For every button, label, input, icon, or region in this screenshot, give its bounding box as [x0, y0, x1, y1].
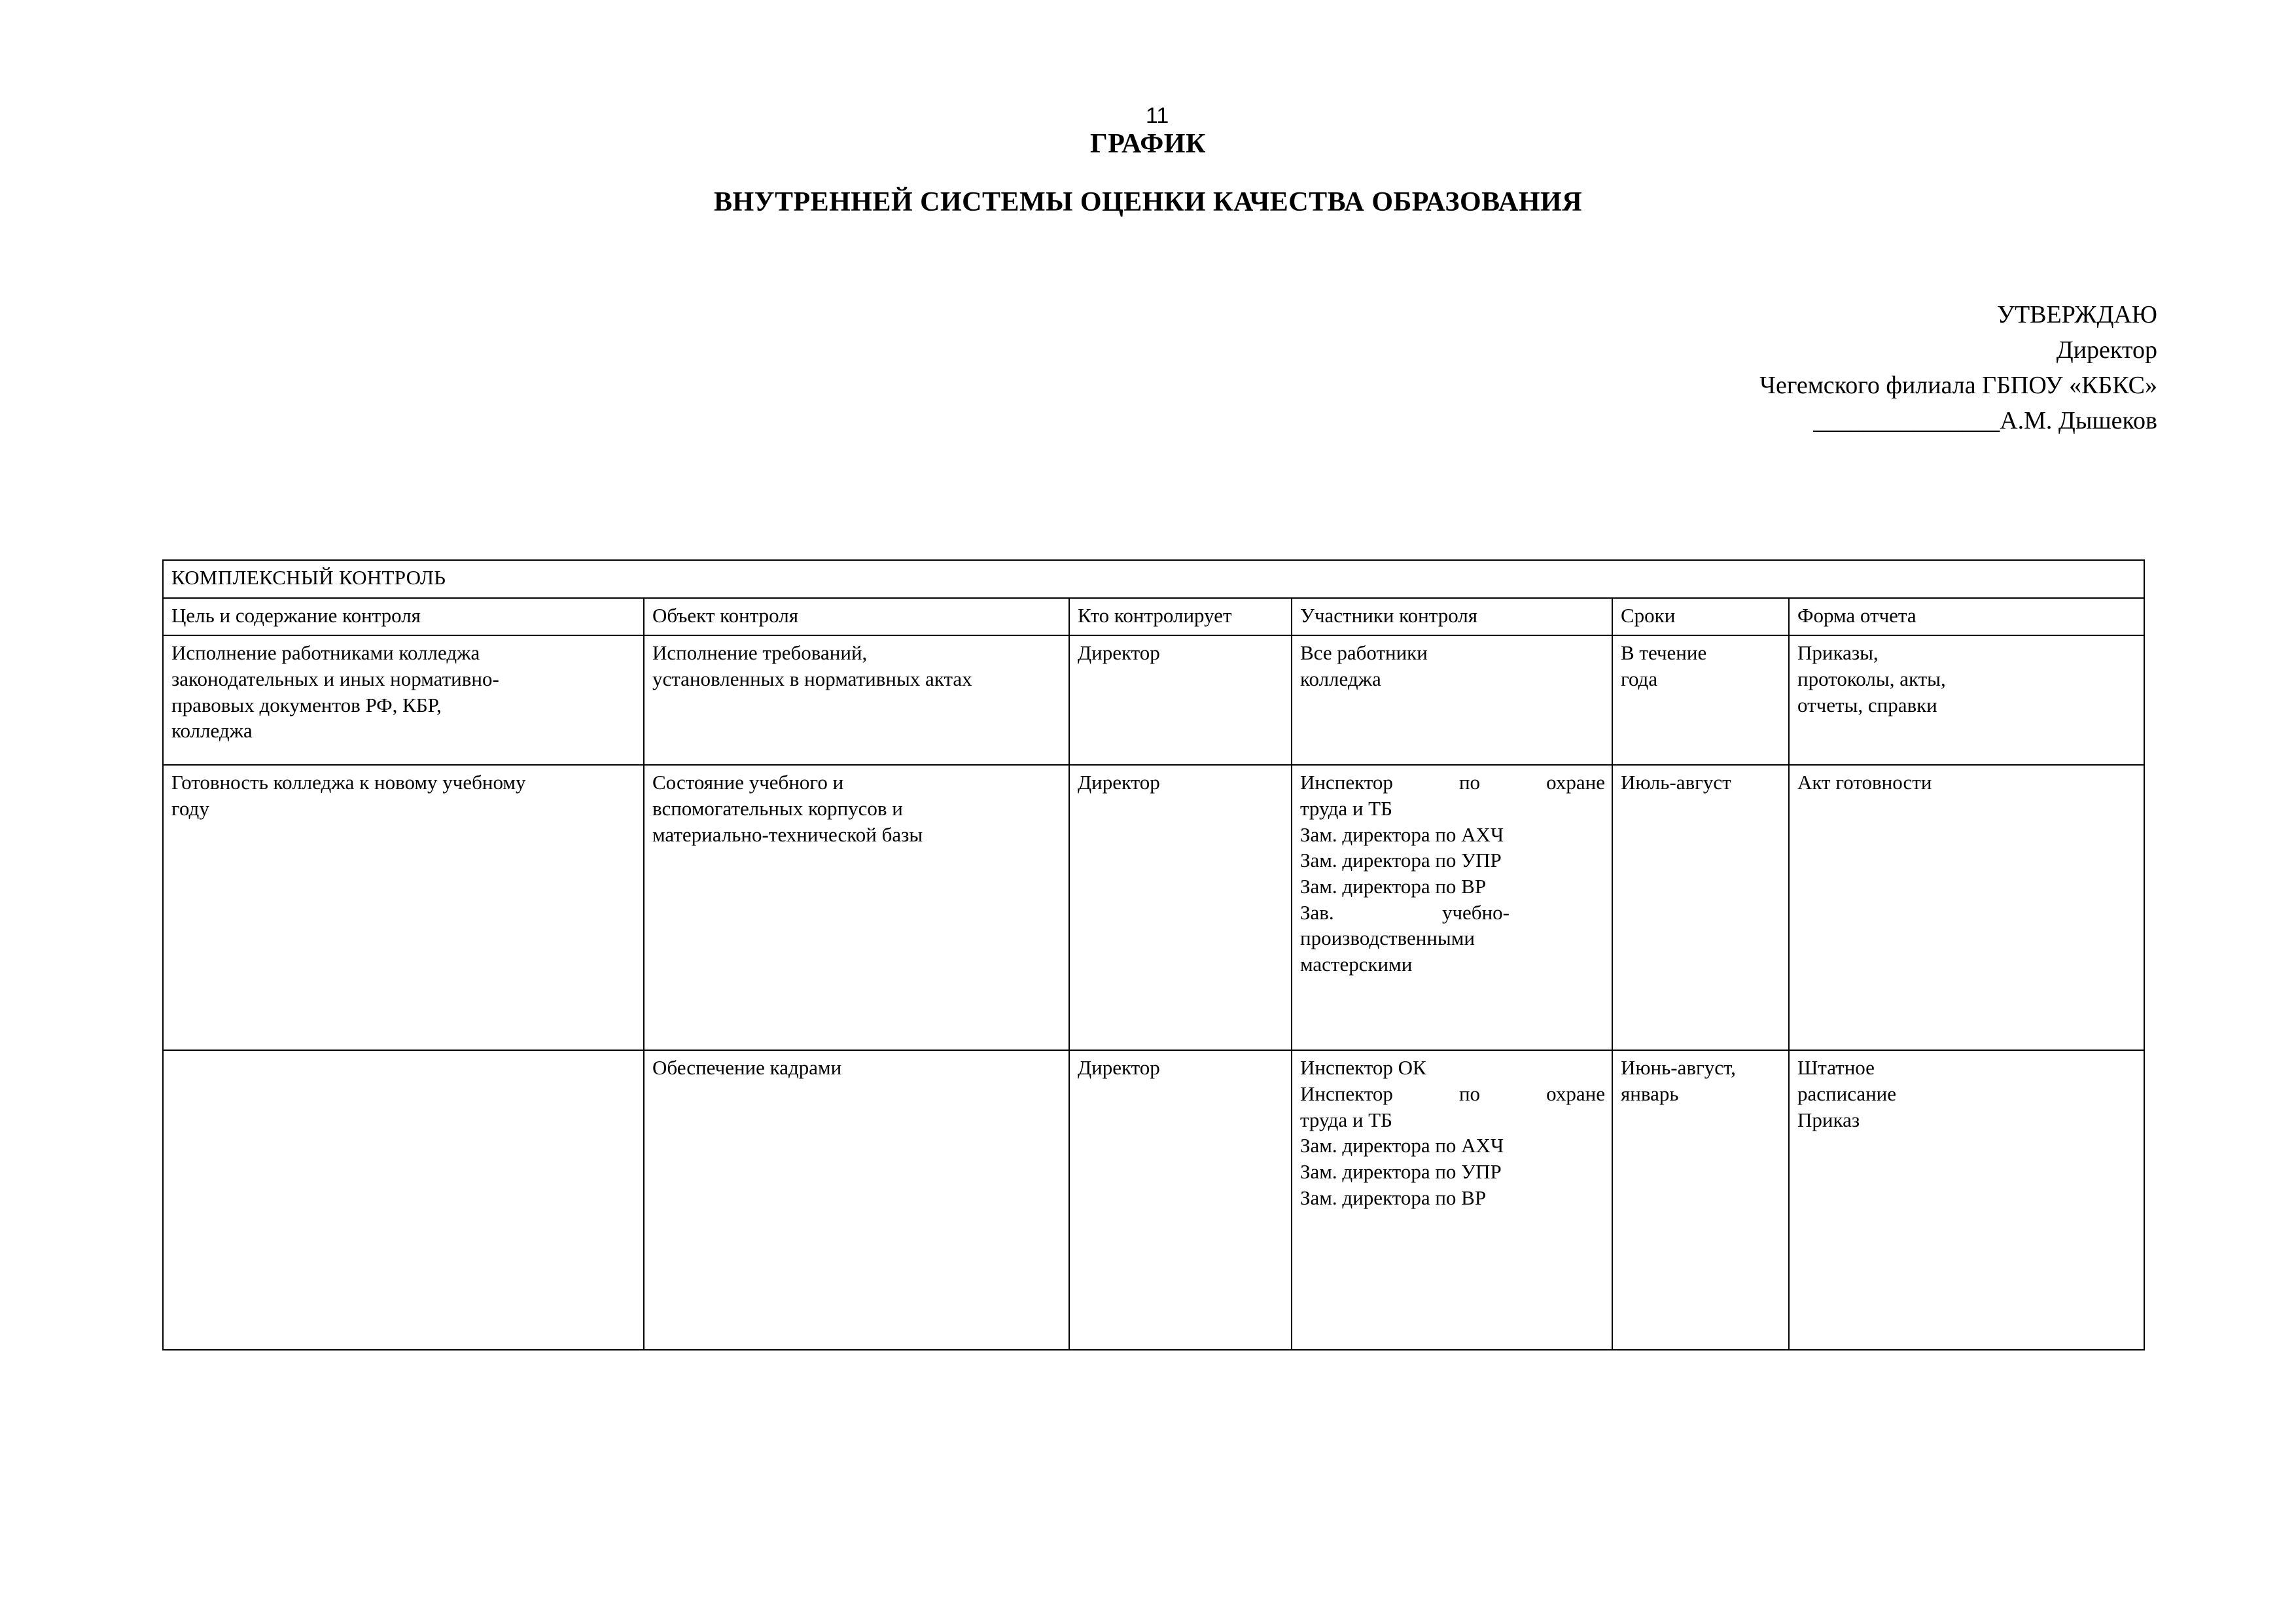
header-controller: Кто контролирует — [1069, 598, 1292, 636]
cell-terms: Июнь-август, январь — [1612, 1050, 1789, 1350]
cell-participants: Инспектор по охране труда и ТБ Зам. директора по АХЧ Зам. директора по УПР Зам. директора по ВР Зав. учебно- производственными мастерскими — [1292, 765, 1612, 1050]
cell-goal: Готовность колледжа к новому учебному году — [163, 765, 644, 1050]
table-row — [163, 635, 2144, 765]
cell-object: Исполнение требований, установленных в нормативных актах — [644, 635, 1069, 765]
cell-report: Штатное расписание Приказ — [1789, 1050, 2144, 1350]
approval-block — [1759, 298, 2157, 439]
header-terms: Сроки — [1612, 598, 1789, 636]
cell-report: Приказы, протоколы, акты, отчеты, справки — [1789, 635, 2144, 765]
cell-goal: Исполнение работниками колледжа законодательных и иных нормативно- правовых документов РФ, КБР, колледжа — [163, 635, 644, 765]
approval-line-3: Чегемского филиала ГБПОУ «КБКС» — [1759, 371, 2157, 399]
table-banner-row — [163, 560, 2144, 598]
approval-line-2: Директор — [2056, 336, 2157, 364]
cell-participants: Инспектор ОК Инспектор по охране труда и ТБ Зам. директора по АХЧ Зам. директора по УПР Зам. директора по ВР — [1292, 1050, 1612, 1350]
approval-line-1: УТВЕРЖДАЮ — [1997, 301, 2157, 328]
cell-controller: Директор — [1069, 1050, 1292, 1350]
cell-participants: Все работники колледжа — [1292, 635, 1612, 765]
header-report: Форма отчета — [1789, 598, 2144, 636]
cell-object: Обеспечение кадрами — [644, 1050, 1069, 1350]
header-object: Объект контроля — [644, 598, 1069, 636]
control-schedule-table — [162, 559, 2145, 1350]
document-title-main: ГРАФИК — [1090, 129, 1206, 159]
table-row — [163, 765, 2144, 1050]
cell-terms: В течение года — [1612, 635, 1789, 765]
table-banner: КОМПЛЕКСНЫЙ КОНТРОЛЬ — [163, 560, 2144, 598]
cell-controller: Директор — [1069, 635, 1292, 765]
cell-controller: Директор — [1069, 765, 1292, 1050]
document-title-sub: ВНУТРЕННЕЙ СИСТЕМЫ ОЦЕНКИ КАЧЕСТВА ОБРАЗОВАНИЯ — [713, 187, 1583, 217]
page-number: 11 — [1146, 103, 1169, 128]
table-row — [163, 1050, 2144, 1350]
approval-signature-line: _______________А.М. Дышеков — [1813, 406, 2157, 434]
cell-object: Состояние учебного и вспомогательных корпусов и материально-технической базы — [644, 765, 1069, 1050]
header-goal: Цель и содержание контроля — [163, 598, 644, 636]
cell-terms: Июль-август — [1612, 765, 1789, 1050]
header-participants: Участники контроля — [1292, 598, 1612, 636]
cell-goal — [163, 1050, 644, 1350]
table-header-row — [163, 598, 2144, 636]
cell-report: Акт готовности — [1789, 765, 2144, 1050]
